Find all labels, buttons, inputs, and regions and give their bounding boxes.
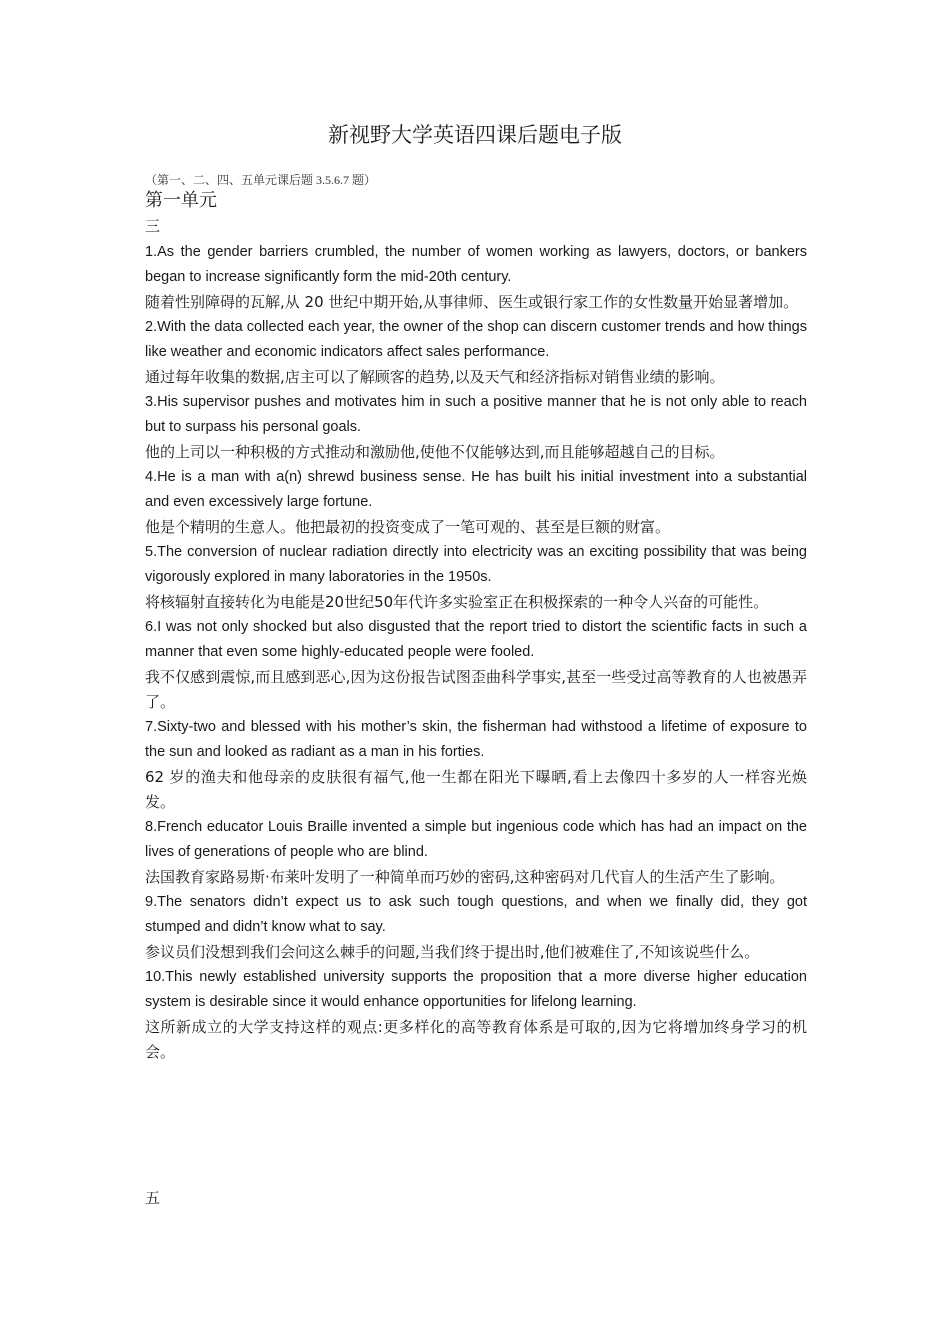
exercise-sentence-en: 2.With the data collected each year, the owner of the shop can discern customer trends and how things like weather and economic indicators affect sales performance. [145,319,807,360]
document-subtitle: （第一、二、四、五单元课后题 3.5.6.7 题） [145,173,377,187]
unit-heading: 第一单元 [145,190,217,210]
exercise-translation-zh: 这所新成立的大学支持这样的观点:更多样化的高等教育体系是可取的,因为它将增加终身学习的机会。 [145,1018,807,1061]
exercise-translation-zh: 他是个精明的生意人。他把最初的投资变成了一笔可观的、甚至是巨额的财富。 [145,518,671,536]
exercise-sentence-en: 4.He is a man with a(n) shrewd business sense. He has built his initial investment into a substantial and even excessively large fortune. [145,469,807,510]
exercise-sentence-en: 9.The senators didn’t expect us to ask such tough questions, and when we finally did, they got stumped and didn’t know what to say. [145,894,807,935]
exercise-sentence-en: 6.I was not only shocked but also disgusted that the report tried to distort the scientific facts in such a manner that even some highly-educated people were fooled. [145,619,807,660]
exercise-translation-zh: 将核辐射直接转化为电能是20世纪50年代许多实验室正在积极探索的一种令人兴奋的可能性。 [145,593,769,611]
exercise-sentence-en: 10.This newly established university supports the proposition that a more diverse higher education system is desirable since it would enhance opportunities for lifelong learning. [145,969,807,1010]
exercise-translation-zh: 随着性别障碍的瓦解,从 20 世纪中期开始,从事律师、医生或银行家工作的女性数量开始显著增加。 [145,293,799,311]
exercise-sentence-en: 5.The conversion of nuclear radiation directly into electricity was an exciting possibility that was being vigorously explored in many laboratories in the 1950s. [145,544,807,585]
exercise-translation-zh: 62 岁的渔夫和他母亲的皮肤很有福气,他一生都在阳光下曝晒,看上去像四十多岁的人一样容光焕发。 [145,768,807,811]
exercise-translation-zh: 我不仅感到震惊,而且感到恶心,因为这份报告试图歪曲科学事实,甚至一些受过高等教育的人也被愚弄了。 [145,668,807,711]
section-heading-five: 五 [145,1191,161,1207]
exercise-list [145,240,807,1065]
exercise-sentence-en: 1.As the gender barriers crumbled, the number of women working as lawyers, doctors, or bankers began to increase significantly form the mid-20th century. [145,244,807,285]
exercise-sentence-en: 7.Sixty-two and blessed with his mother’s skin, the fisherman had withstood a lifetime of exposure to the sun and looked as radiant as a man in his forties. [145,719,807,760]
exercise-translation-zh: 参议员们没想到我们会问这么棘手的问题,当我们终于提出时,他们被难住了,不知该说些什么。 [145,943,760,961]
document-title: 新视野大学英语四课后题电子版 [328,123,622,147]
exercise-translation-zh: 他的上司以一种积极的方式推动和激励他,使他不仅能够达到,而且能够超越自己的目标。 [145,443,725,461]
exercise-sentence-en: 3.His supervisor pushes and motivates him in such a positive manner that he is not only able to reach but to surpass his personal goals. [145,394,807,435]
exercise-sentence-en: 8.French educator Louis Braille invented a simple but ingenious code which has had an impact on the lives of generations of people who are blind. [145,819,807,860]
exercise-translation-zh: 通过每年收集的数据,店主可以了解顾客的趋势,以及天气和经济指标对销售业绩的影响。 [145,368,725,386]
section-heading-three: 三 [145,219,161,235]
exercise-translation-zh: 法国教育家路易斯·布莱叶发明了一种简单而巧妙的密码,这种密码对几代盲人的生活产生了影响。 [145,868,785,886]
